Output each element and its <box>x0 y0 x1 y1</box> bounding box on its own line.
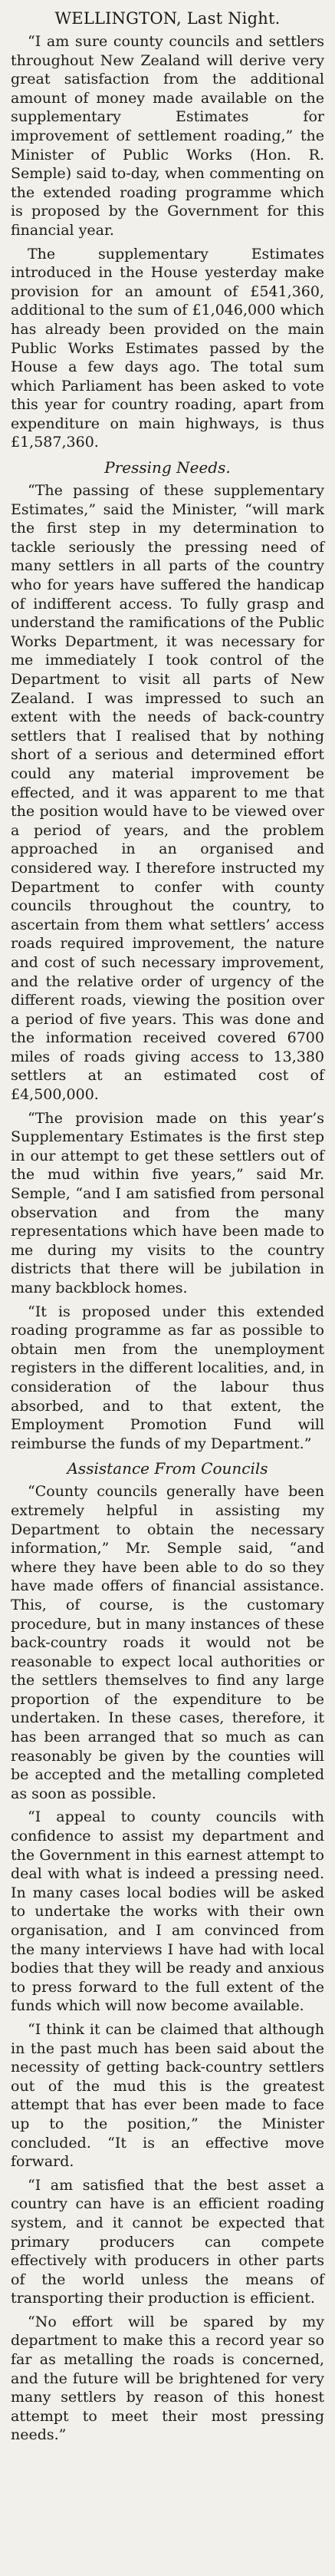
section-heading-assistance: Assistance From Councils <box>67 1459 268 1478</box>
section-pressing-needs <box>11 457 324 1453</box>
dateline: WELLINGTON, Last Night. <box>54 9 281 28</box>
pressing-needs-paragraph-1: “The passing of these supplementary Estimates,” said the Minister, “will mark the first step in my determination to tackle seriously the pressing need of many settlers in all parts of the country who for years have suffered the handicap of indifferent access. To fully grasp and understand the ramifications of the Public Works Department, it was necessary for me immediately I took control of the Department to visit all parts of New Zealand. I was impressed to such an extent with the needs of back-country settlers that I realised that by nothing short of a serious and determined effort could any material improvement be effected, and it was apparent to me that the position would have to be viewed over a period of years, and the problem approached in an organised and considered way. I therefore instructed my Department to confer with county councils throughout the country, to ascertain from them what settlers’ access roads required improvement, the nature and cost of such necessary improvement, and the relative order of urgency of the different roads, viewing the position over a period of five years. This was done and the information received covered 6700 miles of roads giving access to 13,380 settlers at an estimated cost of £4,500,000. <box>11 482 324 1104</box>
section-heading-pressing-needs: Pressing Needs. <box>104 458 231 477</box>
section-assistance-from-councils <box>11 1458 324 2445</box>
assistance-paragraph-1: “County councils generally have been extremely helpful in assisting my Department to obtain the necessary information,” Mr. Semple said, “and where they have been able to do so they have made offers of financial assistance. This, of course, is the customary procedure, but in many instances of these back-country roads it would not be reasonable to expect local authorities or the settlers themselves to find any large proportion of the expenditure to be undertaken. In these cases, therefore, it has been arranged that so much as can reasonably be given by the counties will be accepted and the metalling completed as soon as possible. <box>11 1483 324 1802</box>
pressing-needs-paragraph-3: “It is proposed under this extended roading programme as far as possible to obtain men from the unemployment registers in the different localities, and, in consideration of the labour thus absorbed, and to that extent, the Employment Promotion Fund will reimburse the funds of my Department.” <box>11 1303 324 1452</box>
assistance-paragraph-4: “I am satisfied that the best asset a country can have is an efficient roading system, and it cannot be expected that primary producers can compete effectively with producers in other parts of the world unless the means of transporting their production is efficient. <box>11 2176 324 2307</box>
pressing-needs-paragraph-2: “The provision made on this year’s Supplementary Estimates is the first step in our attempt to get these settlers out of the mud within five years,” said Mr. Semple, “and I am satisfied from personal observation and from the many representations which have been made to me during my visits to the country districts that there will be jubilation in many backblock homes. <box>11 1109 324 1296</box>
intro-paragraph-1: “I am sure county councils and settlers throughout New Zealand will derive very great satisfaction from the additional amount of money made available on the supplementary Estimates for improvement of settlement roading,” the Minister of Public Works (Hon. R. Semple) said to-day, when commenting on the extended roading programme which is proposed by the Government for this financial year. <box>11 33 324 239</box>
assistance-paragraph-2: “I appeal to county councils with confidence to assist my department and the Government in this earnest attempt to deal with what is indeed a pressing need. In many cases local bodies will be asked to undertake the works with their own organisation, and I am convinced from the many interviews I have had with local bodies that they will be ready and anxious to press forward to the full extent of the funds which will now become available. <box>11 1808 324 2015</box>
intro-paragraph-2: The supplementary Estimates introduced in the House yesterday make provision for an amount of £541,360, additional to the sum of £1,046,000 which has already been provided on the main Public Works Estimates passed by the House a few days ago. The total sum which Parliament has been asked to vote this year for country roading, apart from expenditure on main highways, is thus £1,587,360. <box>11 245 324 451</box>
assistance-paragraph-3: “I think it can be claimed that although in the past much has been said about the necessity of getting back-country settlers out of the mud this is the greatest attempt that has ever been made to face up to the position,” the Minister concluded. “It is an effective move forward. <box>11 2020 324 2171</box>
assistance-paragraph-5: “No effort will be spared by my department to make this a record year so far as metalling the roads is concerned, and the future will be brightened for very many settlers by reason of this honest attempt to meet their most pressing needs.” <box>11 2313 324 2444</box>
